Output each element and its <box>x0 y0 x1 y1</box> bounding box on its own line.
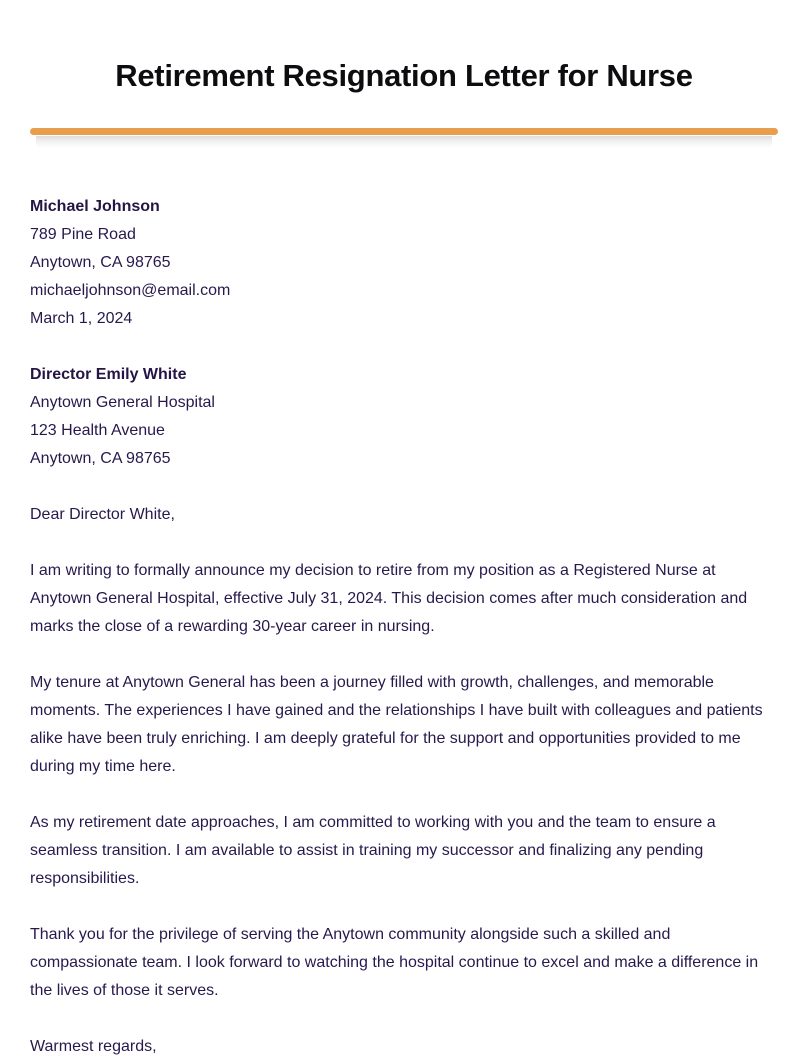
accent-bar <box>30 128 778 135</box>
recipient-name: Director Emily White <box>30 366 187 383</box>
body-paragraph-3: As my retirement date approaches, I am committed to working with you and the team to ensure a seamless transition. I am available to assist in training my successor and finalizing any pending responsibilities. <box>30 814 716 887</box>
recipient-street: 123 Health Avenue <box>30 422 165 439</box>
recipient-city-state-zip: Anytown, CA 98765 <box>30 450 171 467</box>
closing-line: Warmest regards, <box>30 1038 157 1055</box>
title-divider <box>0 128 808 135</box>
body-paragraph-2: My tenure at Anytown General has been a journey filled with growth, challenges, and memorable moments. The experiences I have gained and the relationships I have built with colleagues and patients alike have been truly enriching. I am deeply grateful for the support and opportunities provided to me during my time here. <box>30 674 763 775</box>
sender-address-block <box>30 193 778 333</box>
sender-name: Michael Johnson <box>30 198 160 215</box>
sender-street: 789 Pine Road <box>30 226 136 243</box>
body-paragraph-4: Thank you for the privilege of serving the Anytown community alongside such a skilled and compassionate team. I look forward to watching the hospital continue to excel and make a difference in the lives of those it serves. <box>30 926 759 999</box>
salutation: Dear Director White, <box>30 506 175 523</box>
sender-email: michaeljohnson@email.com <box>30 282 231 299</box>
sender-city-state-zip: Anytown, CA 98765 <box>30 254 171 271</box>
recipient-address-block <box>30 361 778 473</box>
recipient-organization: Anytown General Hospital <box>30 394 215 411</box>
page-title: Retirement Resignation Letter for Nurse <box>115 58 693 93</box>
document-header <box>0 0 808 96</box>
accent-bar-shadow <box>36 136 772 148</box>
letter-date: March 1, 2024 <box>30 310 133 327</box>
body-paragraph-1: I am writing to formally announce my decision to retire from my position as a Registered Nurse at Anytown General Hospital, effective July 31, 2024. This decision comes after much consideration and marks the close of a rewarding 30-year career in nursing. <box>30 562 748 635</box>
letter-body <box>0 193 808 1061</box>
